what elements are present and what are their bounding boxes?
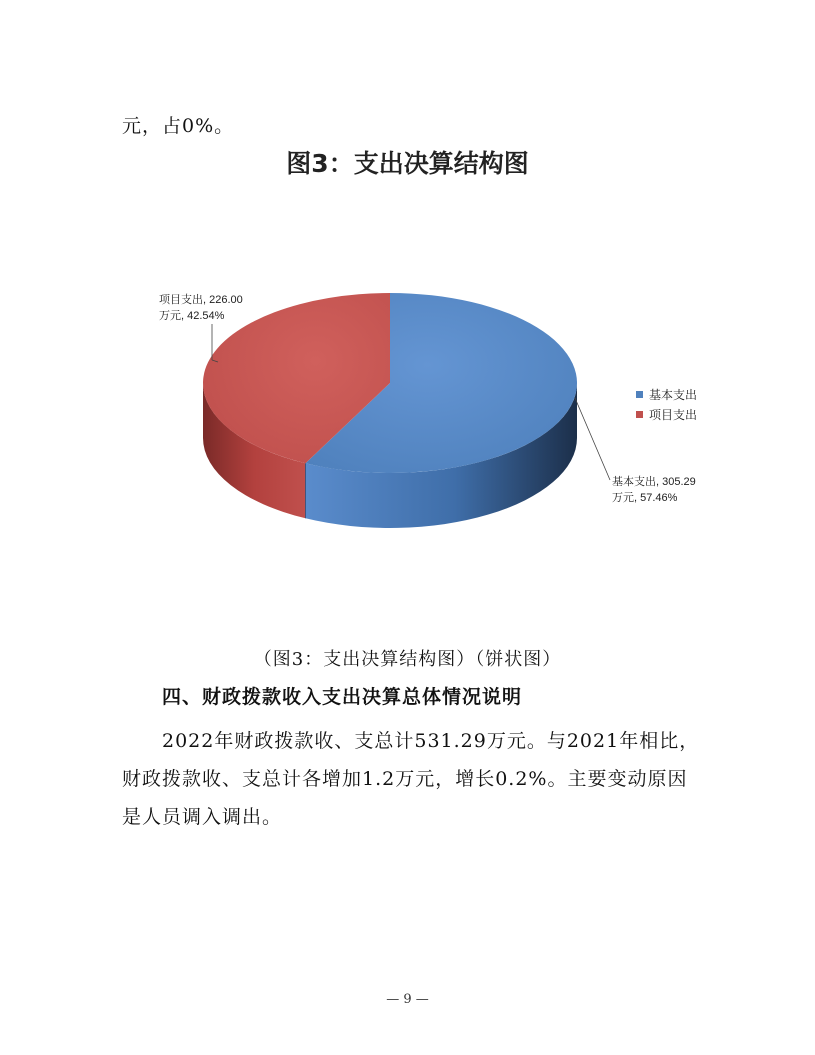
data-label-project (159, 292, 243, 324)
body-paragraph (122, 722, 702, 836)
legend-item-project (636, 404, 697, 424)
paragraph-line: 财政拨款收、支总计各增加1.2万元，增长0.2%。主要变动原因 (122, 768, 688, 790)
legend-label-basic: 基本支出 (649, 387, 698, 402)
legend-swatch-basic (636, 391, 643, 398)
data-label-project-line2: 万元, 42.54% (159, 310, 225, 322)
data-label-project-line1: 项目支出, 226.00 (159, 294, 243, 306)
chart-legend (636, 384, 697, 424)
chart-title: 图3：支出决算结构图 (286, 149, 529, 178)
paragraph-line: 2022年财政拨款收、支总计531.29万元。与2021年相比， (162, 730, 700, 752)
legend-label-project: 项目支出 (649, 407, 698, 422)
legend-item-basic (636, 384, 697, 404)
section-heading: 四、财政拨款收入支出决算总体情况说明 (162, 686, 523, 708)
legend-swatch-project (636, 411, 643, 418)
data-label-basic (612, 474, 696, 506)
lead-text-line: 元，占0%。 (122, 115, 235, 137)
page-number: — 9 — (386, 992, 429, 1007)
paragraph-line: 是人员调入调出。 (122, 806, 283, 828)
figure-caption: （图3：支出决算结构图）（饼状图） (253, 649, 562, 670)
data-label-basic-line1: 基本支出, 305.29 (612, 476, 696, 488)
data-label-basic-line2: 万元, 57.46% (612, 492, 678, 504)
leader-line-basic (575, 398, 610, 480)
